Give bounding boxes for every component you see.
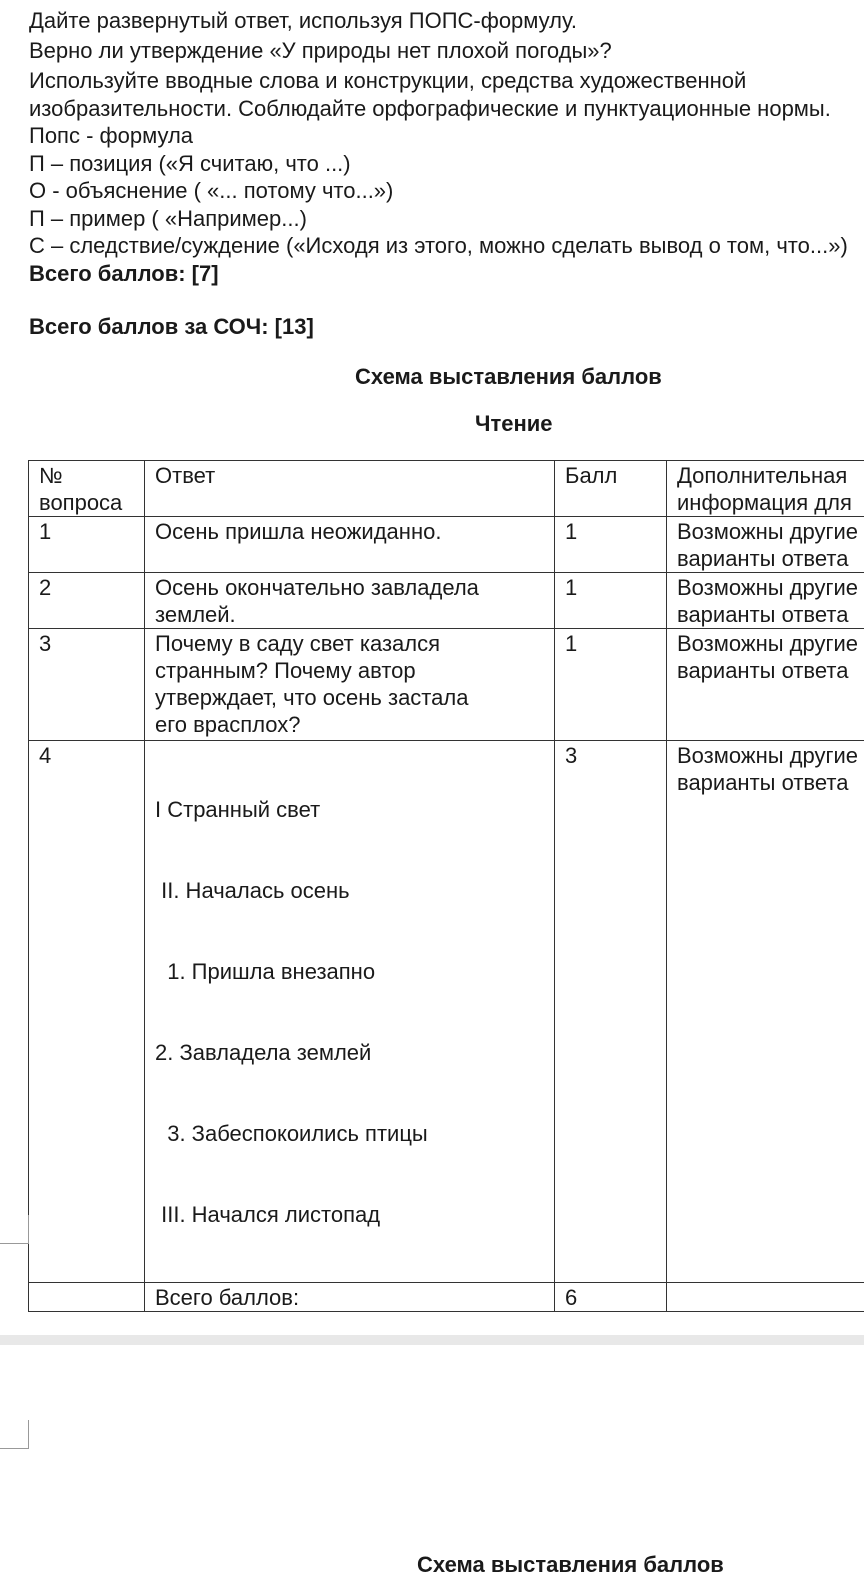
task-line-3 <box>29 67 746 94</box>
row-score: 3 <box>555 741 667 1283</box>
table-row <box>29 573 864 629</box>
page-corner-mark <box>0 1420 29 1449</box>
row-num: 2 <box>29 573 145 629</box>
document-page-2 <box>0 1345 864 1581</box>
extra-line: варианты ответа <box>677 658 849 683</box>
row-answer <box>145 517 555 573</box>
row-num: 3 <box>29 629 145 741</box>
row-extra <box>667 517 864 573</box>
answer-line: утверждает, что осень застала <box>155 685 469 710</box>
extra-line: варианты ответа <box>677 602 849 627</box>
answer-line: 3. Забеспокоились птицы <box>155 1121 428 1146</box>
row-answer <box>145 629 555 741</box>
row-num: 4 <box>29 741 145 1283</box>
extra-line: Возможны другие <box>677 631 859 656</box>
header-answer: Ответ <box>145 461 555 517</box>
task-line-3-text: Используйте вводные слова и конструкции, средства художественной <box>29 68 747 93</box>
task-line-9: С – следствие/суждение («Исходя из этого, можно сделать вывод о том, что...») <box>29 233 848 258</box>
task-line-7: О - объяснение ( «... потому что...») <box>29 178 394 203</box>
answer-line: странным? Почему автор <box>155 658 416 683</box>
row-score: 1 <box>555 517 667 573</box>
scheme-subtitle: Чтение <box>475 411 553 436</box>
row-score: 1 <box>555 629 667 741</box>
task-points: Всего баллов: [7] <box>29 261 219 286</box>
extra-line: Возможны другие <box>677 519 859 544</box>
answer-line: Почему в саду свет казался <box>155 631 441 656</box>
header-num-line: вопроса <box>39 490 123 515</box>
page-separator <box>0 1335 864 1345</box>
task-line-8: П – пример ( «Например...) <box>29 206 307 231</box>
header-extra-line: Дополнительная <box>677 463 848 488</box>
answer-line: 2. Завладела землей <box>155 1040 372 1065</box>
task-line-4: изобразительности. Соблюдайте орфографические и пунктуационные нормы. <box>29 96 831 121</box>
task-line-5: Попс - формула <box>29 123 194 148</box>
row-extra <box>667 629 864 741</box>
header-score: Балл <box>555 461 667 517</box>
answer-line: II. Началась осень <box>155 878 350 903</box>
answer-line: 1. Пришла внезапно <box>155 959 376 984</box>
task-line-2: Верно ли утверждение «У природы нет плохой погоды»? <box>29 38 612 63</box>
task-line-6: П – позиция («Я считаю, что ...) <box>29 151 351 176</box>
answer-line: III. Начался листопад <box>155 1202 381 1227</box>
total-score: 6 <box>555 1283 667 1312</box>
row-extra <box>667 741 864 1283</box>
row-num: 1 <box>29 517 145 573</box>
answer-line: Осень окончательно завладела <box>155 575 479 600</box>
total-soch: Всего баллов за СОЧ: [13] <box>29 314 314 339</box>
row-answer <box>145 741 555 1283</box>
total-label: Всего баллов: <box>145 1283 555 1312</box>
header-extra-line: информация для <box>677 490 852 515</box>
extra-line: Возможны другие <box>677 575 859 600</box>
grading-table <box>28 460 864 1312</box>
answer-line: землей. <box>155 602 236 627</box>
header-num <box>29 461 145 517</box>
table-row <box>29 517 864 573</box>
header-extra <box>667 461 864 517</box>
answer-line: I Странный свет <box>155 797 321 822</box>
page-corner-mark <box>0 1215 29 1244</box>
scheme-title: Схема выставления баллов <box>355 364 662 389</box>
table-row <box>29 741 864 1283</box>
answer-line: его врасплох? <box>155 712 301 737</box>
row-answer <box>145 573 555 629</box>
table-total-row <box>29 1283 864 1312</box>
answer-line: Осень пришла неожиданно. <box>155 519 442 544</box>
task-line-1: Дайте развернутый ответ, используя ПОПС-формулу. <box>29 8 577 33</box>
extra-line: варианты ответа <box>677 770 849 795</box>
extra-line: Возможны другие <box>677 743 859 768</box>
row-extra <box>667 573 864 629</box>
total-empty <box>29 1283 145 1312</box>
table-row <box>29 629 864 741</box>
table-header-row <box>29 461 864 517</box>
row-score: 1 <box>555 573 667 629</box>
header-num-line: № <box>39 463 63 488</box>
page2-scheme-title: Схема выставления баллов <box>417 1552 724 1577</box>
extra-line: варианты ответа <box>677 546 849 571</box>
total-extra-empty <box>667 1283 864 1312</box>
